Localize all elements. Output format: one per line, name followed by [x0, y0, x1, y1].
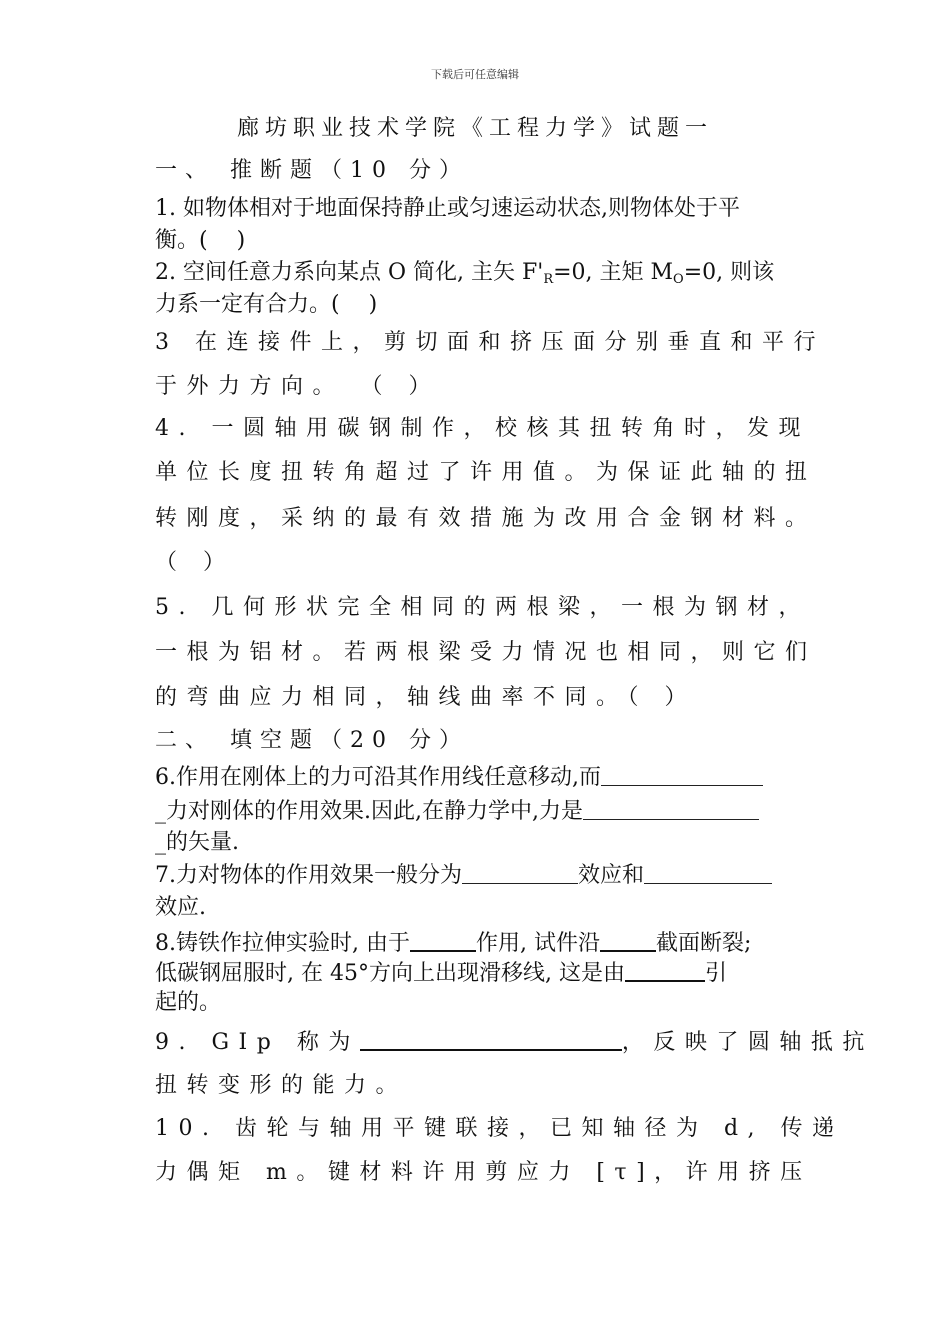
question-4-line-3: 转刚度，采纳的最有效措施为改用合金钢材料。: [155, 506, 817, 531]
q7-text-a: 7.力对物体的作用效果一般分为: [155, 863, 462, 888]
question-5-line-2: 一根为铝材。若两根梁受力情况也相同，则它们: [155, 640, 817, 665]
question-6-line-3: _的矢量.: [155, 830, 239, 855]
exam-title: 廊坊职业技术学院《工程力学》试题一: [236, 116, 713, 141]
q9-text-a: 9. GIp 称为: [155, 1030, 360, 1055]
blank: [462, 861, 578, 884]
q6-text-a: 6.作用在刚体上的力可沿其作用线任意移动,而: [155, 765, 601, 790]
question-10-line-2: 力偶矩 m。键材料许用剪应力 [τ]，许用挤压: [155, 1160, 812, 1185]
q2-subscript-r: R: [543, 272, 554, 287]
q8-text-c: 截面断裂;: [655, 931, 752, 956]
blank: [625, 958, 705, 982]
q6-text-b: _力对刚体的作用效果.因此,在静力学中,力是: [155, 799, 583, 824]
question-5-line-1: 5. 几何形状完全相同的两根梁，一根为钢材，: [155, 595, 810, 620]
q7-text-b: 效应和: [578, 863, 645, 888]
section-1-heading: 一、 推断题（10 分）: [155, 158, 469, 183]
question-10-line-1: 10. 齿轮与轴用平键联接，已知轴径为 d, 传递: [155, 1116, 844, 1141]
section-2-heading: 二、 填空题（20 分）: [155, 728, 469, 753]
q8-text-a: 8.铸铁作拉伸实验时, 由于: [155, 931, 410, 956]
q2-text-c: =0, 则该: [683, 260, 775, 285]
question-6-line-2: [155, 797, 795, 827]
q9-text-b: ，反映了圆轴抵抗: [621, 1030, 874, 1055]
q2-subscript-o: O: [673, 272, 684, 287]
question-4-line-2: 单位长度扭转角超过了许用值。为保证此轴的扭: [155, 460, 817, 485]
blank: [410, 928, 476, 952]
blank: [644, 861, 772, 884]
question-8-line-2: [155, 958, 795, 989]
question-2-line-2: 力系一定有合力。( ): [155, 292, 378, 317]
q2-text-a: 2. 空间任意力系向某点 O 简化, 主矢 F': [155, 260, 544, 285]
q8-text-d: 低碳钢屈服时, 在 45°方向上出现滑移线, 这是由: [155, 961, 625, 986]
blank: [583, 797, 759, 820]
q8-text-b: 作用, 试件沿: [475, 931, 600, 956]
blank: [600, 928, 656, 952]
question-6-line-1: [155, 763, 795, 793]
question-4-line-1: 4. 一圆轴用碳钢制作，校核其扭转角时，发现: [155, 416, 810, 441]
question-7-line-1: [155, 861, 795, 891]
blank: [360, 1027, 622, 1051]
question-4-line-4: （ ）: [155, 550, 235, 575]
q2-text-b: =0, 主矩 M: [553, 260, 674, 285]
header-note: 下载后可任意编辑: [431, 68, 519, 81]
question-5-line-3: 的弯曲应力相同，轴线曲率不同。（ ）: [155, 685, 696, 710]
q8-text-e: 引: [704, 961, 727, 986]
question-8-line-3: 起的。: [155, 990, 222, 1015]
question-8-line-1: [155, 928, 795, 959]
blank: [601, 763, 763, 786]
question-1-line-2: 衡。( ): [155, 228, 246, 253]
question-9-line-2: 扭转变形的能力。: [155, 1073, 408, 1098]
question-9-line-1: [155, 1027, 874, 1058]
question-7-line-2: 效应.: [155, 895, 206, 920]
question-3-line-1: 3 在连接件上，剪切面和挤压面分别垂直和平行: [155, 330, 825, 355]
question-1-line-1: 1. 如物体相对于地面保持静止或匀速运动状态,则物体处于平: [155, 196, 740, 221]
question-3-line-2: 于外力方向。 （ ）: [155, 374, 440, 399]
